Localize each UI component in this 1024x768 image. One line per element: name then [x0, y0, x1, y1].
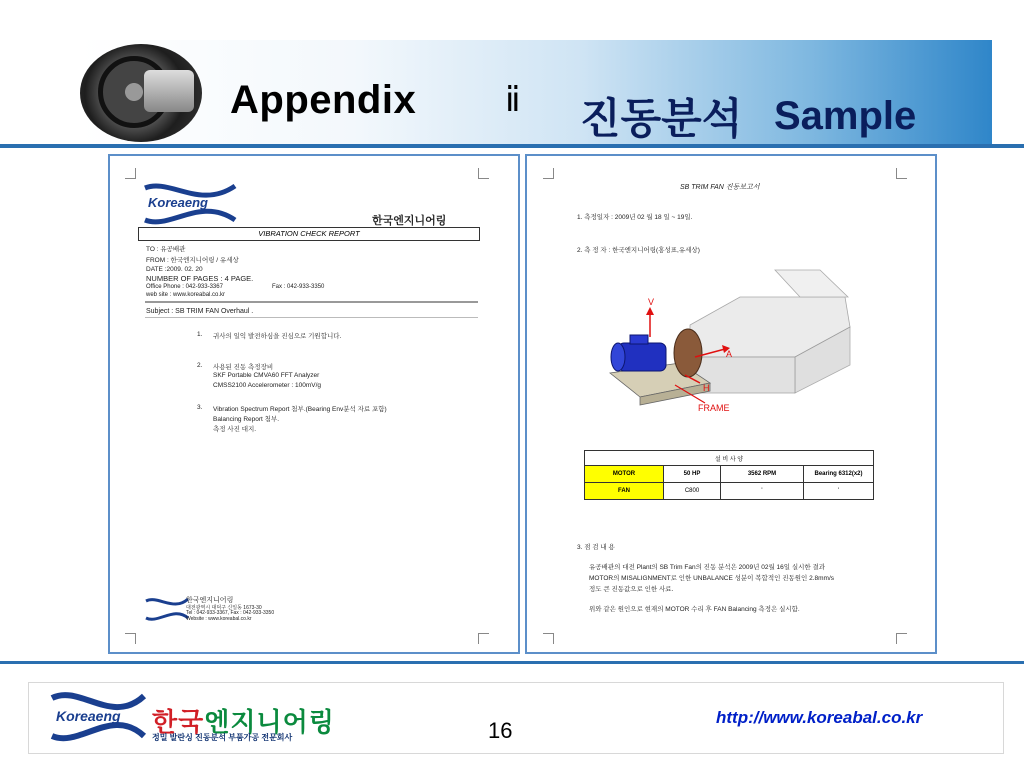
crop-mark — [125, 168, 136, 179]
item-text: 사용된 진동 측정장비 — [213, 364, 274, 371]
office-phone: Office Phone : 042-933-3367 — [146, 284, 223, 290]
table-cell: 3562 RPM — [721, 466, 804, 483]
table-row — [585, 466, 874, 483]
footer-address: 대전광역시 대덕구 신일동 1673-30 — [186, 605, 262, 611]
item-number: 3. — [197, 404, 203, 411]
footer-logo-text: Koreaeng — [56, 708, 121, 724]
measurer-line: 2. 측 정 자 : 한국엔지니어링(홍성표,유세상) — [577, 247, 700, 254]
header-divider — [0, 144, 1024, 148]
crop-mark — [896, 168, 907, 179]
from-line: FROM : 한국엔지니어링 / 유세상 — [146, 257, 239, 264]
table-cell: Bearing 6312(x2) — [804, 466, 874, 483]
label-frame: FRAME — [698, 403, 730, 413]
koreaeng-logo-small — [144, 596, 190, 622]
crop-mark — [478, 168, 489, 179]
logo-text: Koreaeng — [148, 195, 208, 210]
report-title: SB TRIM FAN 진동보고서 — [680, 184, 760, 191]
inspection-text: 위와 같은 원인으로 현재의 MOTOR 수리 후 FAN Balancing 측정은 실시함. — [589, 606, 800, 613]
koreaeng-logo — [140, 180, 240, 226]
table-cell: C800 — [664, 483, 721, 500]
crop-mark — [125, 633, 136, 644]
website-link[interactable]: http://www.koreabal.co.kr — [716, 708, 923, 727]
item-text: Balancing Report 첨부. — [213, 416, 280, 423]
company-name: 한국엔지니어링 — [372, 215, 447, 227]
page-title-roman: ⅱ — [505, 81, 521, 119]
inspection-text: 정도 큰 진동값으로 인한 사료. — [589, 586, 674, 593]
footer-company: 한국엔지니어링 — [186, 597, 234, 604]
company-name-green: 엔지니어링 — [204, 707, 335, 737]
footer-divider — [0, 661, 1024, 664]
label-horizontal: H — [703, 383, 710, 393]
to-line: TO : 유공배관 — [146, 246, 186, 253]
measurement-date: 1. 측정일자 : 2009년 02 월 18 일 ~ 19일. — [577, 214, 693, 221]
table-cell: ' — [721, 483, 804, 500]
table-header: 설 비 사 양 — [585, 451, 874, 466]
footer-website: Website : www.koreabal.co.kr — [186, 616, 252, 622]
pages-line: NUMBER OF PAGES : 4 PAGE. — [146, 274, 254, 283]
subject-line: Subject : SB TRIM FAN Overhaul . — [146, 308, 254, 315]
table-row — [585, 483, 874, 500]
item-text: SKF Portable CMVA60 FFT Analyzer — [213, 372, 320, 379]
report-title: VIBRATION CHECK REPORT — [138, 227, 480, 241]
subject-separator — [145, 317, 478, 318]
website-line: web site : www.koreabal.co.kr — [146, 292, 226, 298]
footer-koreaeng-logo — [48, 688, 148, 744]
item-text: 귀사의 일익 발전하심을 진심으로 기원합니다. — [213, 333, 342, 340]
footer-tagline: 정밀 발란싱 진동분석 부품가공 전문회사 — [152, 733, 293, 742]
header-separator — [145, 301, 478, 303]
table-header-row — [585, 451, 874, 466]
table-cell: 50 HP — [664, 466, 721, 483]
page-title-sample: Sample — [774, 94, 917, 138]
item-text: CMSS2100 Accelerometer : 100mV/g — [213, 382, 322, 389]
label-axial: A — [726, 349, 733, 359]
crop-mark — [478, 633, 489, 644]
item-number: 1. — [197, 331, 203, 338]
fan-disc — [674, 329, 702, 377]
inspection-heading: 3. 점 검 내 용 — [577, 544, 615, 551]
inspection-text: MOTOR의 MISALIGNMENT로 인한 UNBALANCE 성분이 복합적인 진동원인 2.8mm/s — [589, 575, 835, 582]
fan-motor-3d-drawing — [600, 265, 880, 420]
table-cell: MOTOR — [585, 466, 664, 483]
table-cell: FAN — [585, 483, 664, 500]
page-number: 16 — [488, 718, 513, 743]
machine-photo — [80, 44, 202, 142]
footer-phone: Tel : 042-933-3367, Fax : 042-933-3350 — [186, 610, 275, 616]
page-title-korean: 진동분석 — [580, 95, 743, 142]
motor-terminal — [630, 335, 648, 344]
date-line: DATE :2009. 02. 20 — [146, 266, 203, 273]
company-name-red: 한국 — [152, 707, 205, 737]
fax-line: Fax : 042-933-3350 — [272, 284, 325, 290]
inspection-text: 유공배관의 대전 Plant의 SB Trim Fan의 진동 분석은 2009년 02월 16일 실시한 결과 — [589, 564, 826, 571]
item-text: 측정 사진 대지. — [213, 426, 257, 433]
crop-mark — [896, 633, 907, 644]
machine-hub-graphic — [144, 70, 194, 112]
label-vertical: V — [648, 297, 655, 307]
item-text: Vibration Spectrum Report 첨부.(Bearing Env분석 자료 포함) — [213, 406, 387, 413]
crop-mark — [543, 168, 554, 179]
equipment-spec-table — [584, 450, 874, 500]
page-title: Appendix — [230, 78, 417, 122]
table-cell: ' — [804, 483, 874, 500]
arrowhead-vertical — [646, 307, 654, 315]
item-number: 2. — [197, 362, 203, 369]
duct-top — [775, 270, 848, 297]
motor-end — [611, 343, 625, 371]
crop-mark — [543, 633, 554, 644]
